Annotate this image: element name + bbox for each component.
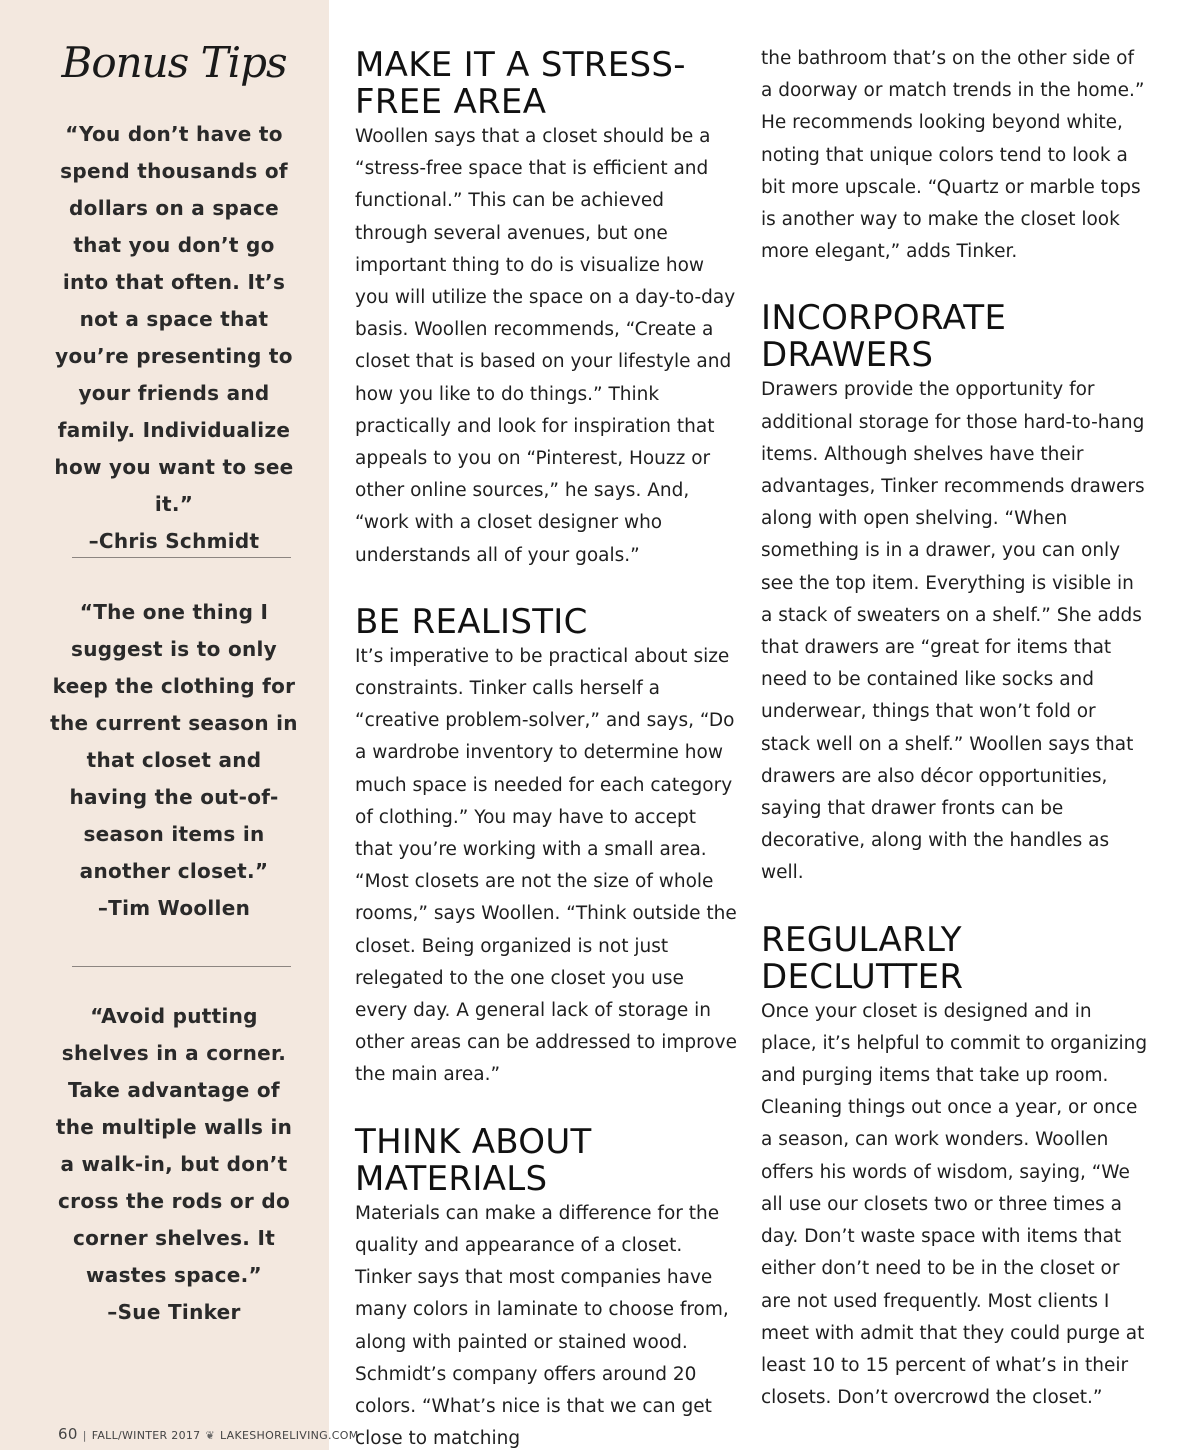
section-heading-drawers: INCORPORATE DRAWERS (761, 298, 1007, 376)
website-link[interactable]: LAKESHORELIVING.COM (220, 1429, 359, 1442)
section-body-drawers: Drawers provide the opportunity for additional storage for those hard-to-hang items. Although shelves have their advantages, Tinker recommends drawers along with open shelving. “When something is in a drawer, you can only see the top item. Everything is visible in a stack of sweaters on a shelf.” She adds that drawers are “great for items that need to be contained like socks and underwear, things that won’t fold or stack well on a shelf.” Woollen says that drawers are also décor opportunities, saying that drawer fronts can be decorative, along with the handles as well. (761, 379, 1145, 884)
page-number: 60 (58, 1425, 78, 1443)
page-footer: 60 | FALL/WINTER 2017 ❦ LAKESHORELIVING.COM (58, 1425, 359, 1443)
section-body-realistic: It’s imperative to be practical about size constraints. Tinker calls herself a “creative problem-solver,” and says, “Do a wardrobe inventory to determine how much space is needed for each category of clothing.” You may have to accept that you’re working with a small area. “Most closets are not the size of whole rooms,” says Woollen. “Think outside the closet. Being organized is not just relegated to the one closet you use every day. A general lack of storage in other areas can be addressed to improve the main area.” (355, 645, 737, 1086)
issue-label: FALL/WINTER 2017 (91, 1429, 201, 1442)
tip-attribution: –Tim Woollen (97, 896, 251, 920)
tip-divider (72, 966, 291, 967)
section-heading-realistic: BE REALISTIC (355, 601, 588, 642)
tip-attribution: –Chris Schmidt (88, 529, 260, 553)
tip-quote-text: “The one thing I suggest is to only keep the clothing for the current season in that closet and having the out-of-season items in another closet.” (50, 600, 298, 883)
section-heading-stress-free: MAKE IT A STRESS-FREE AREA (355, 45, 686, 122)
section-heading-materials: THINK ABOUT MATERIALS (355, 1121, 592, 1199)
tip-divider (72, 557, 291, 558)
section-body-stress-free: Woollen says that a closet should be a “stress-free space that is efficient and functional.” This can be achieved through several avenues, but one important thing to do is visualize how you will utilize the space on a day-to-day basis. Woollen recommends, “Create a closet that is based on your lifestyle and how you like to do things.” Think practically and look for inspiration that appeals to you on “Pinterest, Houzz or other online sources,” he says. And, “work with a closet designer who understands all of your goals.” (355, 126, 736, 566)
section-body-materials-continued: the bathroom that’s on the other side of a doorway or match trends in the home.” He recommends looking beyond white, noting that unique colors tend to look a bit more upscale. “Quartz or marble tops is another way to make the closet look more elegant,” adds Tinker. (761, 48, 1145, 263)
tip-quote-text: “You don’t have to spend thousands of dollars on a space that you don’t go into that often. It’s not a space that you’re presenting to your friends and family. Individualize how you want to see it.” (54, 122, 294, 516)
tip-attribution: –Sue Tinker (107, 1300, 241, 1324)
article-column-left (355, 47, 737, 1455)
tip-quote-text: “Avoid putting shelves in a corner. Take advantage of the multiple walls in a walk-in, but don’t cross the rods or do corner shelves. It wastes space.” (55, 1004, 293, 1287)
section-heading-declutter: REGULARLY DECLUTTER (761, 919, 964, 997)
article-column-right (761, 43, 1149, 1414)
tip-quote-schmidt (50, 116, 298, 560)
tip-quote-tinker (50, 998, 298, 1331)
bonus-tips-title: Bonus Tips (61, 38, 287, 87)
bullet-icon: ❦ (205, 1429, 215, 1442)
tip-quote-woollen (50, 594, 298, 927)
section-body-materials: Materials can make a difference for the quality and appearance of a closet. Tinker says that most companies have many colors in laminate to choose from, along with painted or stained wood. Schmidt’s company offers around 20 colors. “What’s nice is that we can get close to matching (355, 1202, 729, 1450)
section-body-declutter: Once your closet is designed and in place, it’s helpful to commit to organizing and purging items that take up room. Cleaning things out once a year, or once a season, can work wonders. Woollen offers his words of wisdom, saying, “We all use our closets two or three times a day. Don’t waste space with items that either don’t need to be in the closet or are not used frequently. Most clients I meet with admit that they could purge at least 10 to 15 percent of what’s in their closets. Don’t overcrowd the closet.” (761, 1000, 1148, 1409)
